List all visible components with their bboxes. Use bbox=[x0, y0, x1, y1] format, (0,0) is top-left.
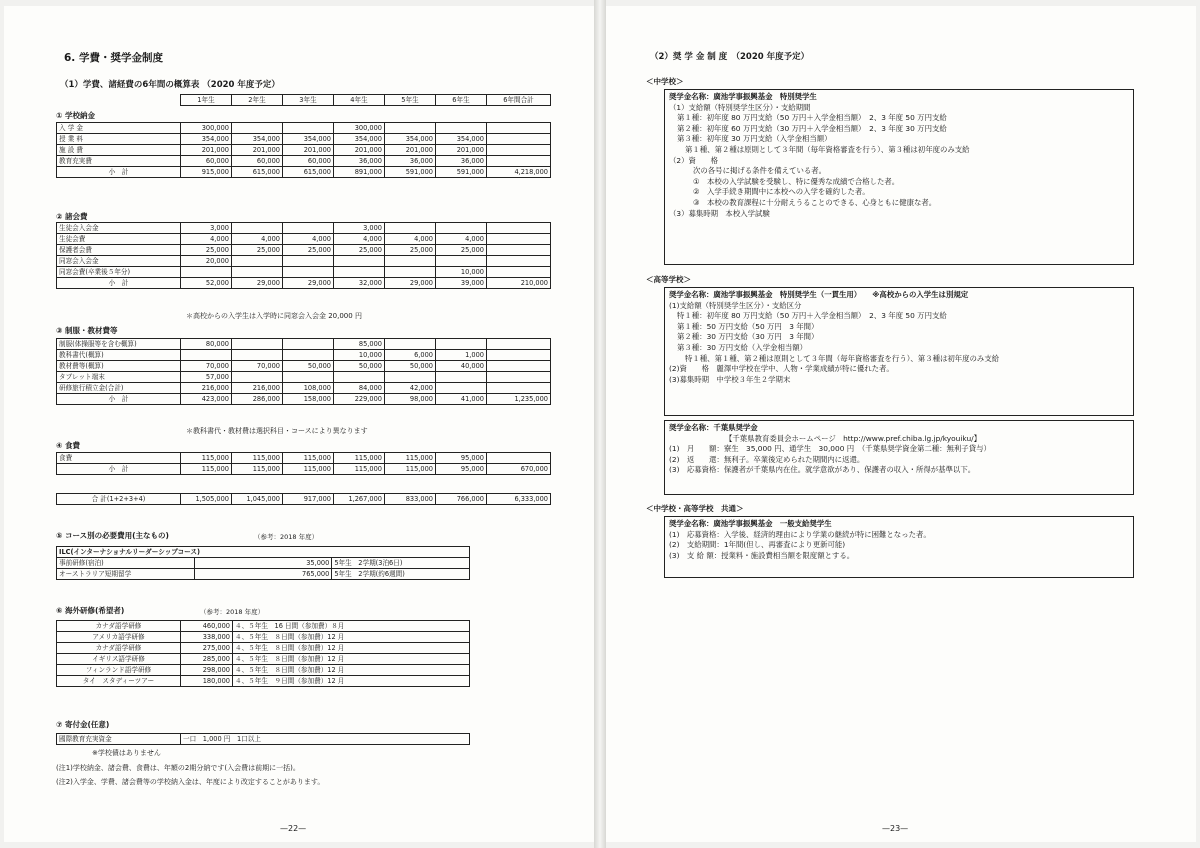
footnote-1: (注1)学校納金、諸会費、食費は、年額の2期分納です(入会費は前期に一括)。 bbox=[56, 764, 300, 772]
value-cell: 354,000 bbox=[436, 134, 487, 145]
value-cell: 300,000 bbox=[334, 123, 385, 134]
value-cell: 29,000 bbox=[232, 278, 283, 289]
page-number: —23— bbox=[882, 824, 909, 833]
total-value: 917,000 bbox=[283, 494, 334, 505]
course-amount: 765,000 bbox=[194, 569, 332, 580]
overseas-label: アメリカ語学研修 bbox=[57, 632, 181, 643]
value-cell: 158,000 bbox=[283, 394, 334, 405]
box-line: (3) 応募資格：保護者が千葉県内在住。就学意欲があり、保護者の収入・所得が基準以下。 bbox=[669, 465, 976, 475]
value-cell: 115,000 bbox=[181, 453, 232, 464]
course-amount: 35,000 bbox=[194, 558, 332, 569]
overseas-amount: 298,000 bbox=[181, 665, 233, 676]
value-cell bbox=[232, 267, 283, 278]
donation-table bbox=[56, 733, 470, 745]
value-cell: 210,000 bbox=[487, 278, 551, 289]
value-cell bbox=[487, 134, 551, 145]
box-line: 【千葉県教育委員会ホームページ http://www.pref.chiba.lg.jp/kyouiku/】 bbox=[725, 433, 982, 443]
box-line: (2) 支給期間：1年間(但し、再審査により更新可能) bbox=[669, 540, 846, 550]
box-line: (1) 応募資格：入学後、経済的理由により学業の継続が特に困難となった者。 bbox=[669, 529, 931, 539]
value-cell: 25,000 bbox=[436, 245, 487, 256]
overseas-desc: ４、５年生 ８日間（参加費）12 月 bbox=[233, 665, 470, 676]
value-cell: 115,000 bbox=[385, 453, 436, 464]
value-cell: 42,000 bbox=[385, 383, 436, 394]
value-cell: 10,000 bbox=[334, 350, 385, 361]
value-cell: 6,000 bbox=[385, 350, 436, 361]
value-cell bbox=[283, 267, 334, 278]
dues-table bbox=[56, 222, 551, 289]
value-cell bbox=[385, 123, 436, 134]
value-cell bbox=[232, 350, 283, 361]
header-row bbox=[181, 95, 551, 106]
value-cell: 354,000 bbox=[232, 134, 283, 145]
value-cell bbox=[232, 256, 283, 267]
value-cell bbox=[385, 339, 436, 350]
value-cell bbox=[436, 256, 487, 267]
box-line: (3)募集時期 中学校３年生２学期末 bbox=[669, 374, 791, 384]
box-line: 第１種：50 万円支給（50 万円 3 年間） bbox=[677, 321, 819, 331]
value-cell bbox=[385, 372, 436, 383]
value-cell: 115,000 bbox=[232, 464, 283, 475]
table-row bbox=[57, 234, 551, 245]
page-22 bbox=[4, 6, 594, 842]
table-row bbox=[57, 245, 551, 256]
box-line: ② 入学手続き期間中に本校への入学を確約した者。 bbox=[693, 187, 870, 197]
row-label: 同窓会費(卒業後５年分) bbox=[57, 267, 181, 278]
value-cell bbox=[487, 372, 551, 383]
table-row bbox=[57, 223, 551, 234]
value-cell: 4,000 bbox=[181, 234, 232, 245]
value-cell: 591,000 bbox=[436, 167, 487, 178]
page-gutter bbox=[594, 0, 606, 848]
overseas-ref: （参考：2018 年度） bbox=[200, 608, 265, 616]
value-cell: 95,000 bbox=[436, 464, 487, 475]
value-cell: 50,000 bbox=[385, 361, 436, 372]
row-label: 入 学 金 bbox=[57, 123, 181, 134]
box-line: 第３種：初年度 30 万円支給（入学金相当額） bbox=[677, 134, 832, 144]
value-cell: 115,000 bbox=[385, 464, 436, 475]
value-cell: 70,000 bbox=[181, 361, 232, 372]
overseas-row bbox=[57, 632, 470, 643]
box-line: （3）募集時期 本校入学試験 bbox=[669, 208, 770, 218]
box-line: （2）資 格 bbox=[669, 155, 719, 165]
table-row bbox=[57, 156, 551, 167]
value-cell: 50,000 bbox=[334, 361, 385, 372]
value-cell: 36,000 bbox=[436, 156, 487, 167]
row-label: タブレット端末 bbox=[57, 372, 181, 383]
table-row bbox=[57, 394, 551, 405]
year-header-table bbox=[180, 94, 551, 106]
value-cell: 216,000 bbox=[232, 383, 283, 394]
total-value: 833,000 bbox=[385, 494, 436, 505]
overseas-label: イギリス語学研修 bbox=[57, 654, 181, 665]
box-line: 第１種、第２種は原則として３年間（毎年資格審査を行う）、第３種は初年度のみ支給 bbox=[685, 144, 970, 154]
value-cell bbox=[487, 156, 551, 167]
value-cell: 670,000 bbox=[487, 464, 551, 475]
value-cell bbox=[283, 223, 334, 234]
box-line: (2)資 格 麗澤中学校在学中、人物・学業成績が特に優れた者。 bbox=[669, 364, 894, 374]
high-school-box bbox=[664, 287, 1134, 416]
row-label: 小 計 bbox=[57, 167, 181, 178]
value-cell bbox=[385, 223, 436, 234]
value-cell: 615,000 bbox=[283, 167, 334, 178]
value-cell: 115,000 bbox=[334, 453, 385, 464]
row-label: 生徒会費 bbox=[57, 234, 181, 245]
value-cell bbox=[487, 245, 551, 256]
value-cell bbox=[436, 383, 487, 394]
value-cell: 70,000 bbox=[232, 361, 283, 372]
value-cell bbox=[334, 256, 385, 267]
box-line: 特１種、第１種、第２種は原則として３年間（毎年資格審査を行う）、第３種は初年度のみ支給 bbox=[685, 353, 1000, 363]
total-label: 合 計(1+2+3+4) bbox=[57, 494, 181, 505]
value-cell: 423,000 bbox=[181, 394, 232, 405]
overseas-label: フィンランド語学研修 bbox=[57, 665, 181, 676]
value-cell bbox=[232, 123, 283, 134]
course-head: ILC(インターナショナルリーダーシップコース) bbox=[57, 547, 470, 558]
value-cell: 52,000 bbox=[181, 278, 232, 289]
overseas-amount: 275,000 bbox=[181, 643, 233, 654]
value-cell: 10,000 bbox=[436, 267, 487, 278]
value-cell bbox=[436, 123, 487, 134]
overseas-row bbox=[57, 621, 470, 632]
overseas-amount: 285,000 bbox=[181, 654, 233, 665]
cost-table-title: （1）学費、諸経費の6年間の概算表 （2020 年度予定） bbox=[60, 80, 280, 90]
value-cell bbox=[232, 339, 283, 350]
common-box bbox=[664, 516, 1134, 578]
value-cell bbox=[385, 267, 436, 278]
value-cell: 201,000 bbox=[283, 145, 334, 156]
page-number: —22— bbox=[280, 824, 307, 833]
value-cell: 41,000 bbox=[436, 394, 487, 405]
total-value: 1,045,000 bbox=[232, 494, 283, 505]
meal-table bbox=[56, 452, 551, 475]
meal-title: ④ 食費 bbox=[56, 441, 80, 450]
value-cell: 115,000 bbox=[181, 464, 232, 475]
value-cell: 1,235,000 bbox=[487, 394, 551, 405]
course-row bbox=[57, 569, 470, 580]
value-cell: 354,000 bbox=[334, 134, 385, 145]
high-school-title: ＜高等学校＞ bbox=[646, 275, 691, 284]
row-label: 小 計 bbox=[57, 278, 181, 289]
school-fees-table bbox=[56, 122, 551, 178]
table-row bbox=[57, 464, 551, 475]
box-line: 奨学金名称：廣池学事振興基金 特別奨学生（一貫生用） ※高校からの入学生は別規定 bbox=[669, 290, 969, 299]
total-value: 1,505,000 bbox=[181, 494, 232, 505]
overseas-desc: ４、５年生 ８日間（参加費）12 月 bbox=[233, 632, 470, 643]
box-line: 第３種：30 万円支給（入学金相当額） bbox=[677, 342, 808, 352]
value-cell: 29,000 bbox=[283, 278, 334, 289]
value-cell bbox=[487, 339, 551, 350]
value-cell: 354,000 bbox=[181, 134, 232, 145]
junior-high-title: ＜中学校＞ bbox=[646, 77, 684, 86]
value-cell: 108,000 bbox=[283, 383, 334, 394]
box-line: ③ 本校の教育課程に十分耐えうることのできる、心身ともに健康な者。 bbox=[693, 197, 937, 207]
value-cell: 915,000 bbox=[181, 167, 232, 178]
value-cell: 36,000 bbox=[385, 156, 436, 167]
value-cell: 201,000 bbox=[181, 145, 232, 156]
box-line: 奨学金名称：千葉県奨学金 bbox=[669, 423, 758, 432]
value-cell: 115,000 bbox=[334, 464, 385, 475]
value-cell bbox=[181, 350, 232, 361]
table-row bbox=[57, 453, 551, 464]
box-line: ① 本校の入学試験を受験し、特に優秀な成績で合格した者。 bbox=[693, 176, 900, 186]
value-cell: 201,000 bbox=[334, 145, 385, 156]
value-cell: 201,000 bbox=[385, 145, 436, 156]
overseas-label: タイ スタディーツアー bbox=[57, 676, 181, 687]
box-line: 奨学金名称：廣池学事振興基金 特別奨学生 bbox=[669, 92, 817, 101]
value-cell bbox=[487, 267, 551, 278]
value-cell: 3,000 bbox=[181, 223, 232, 234]
dues-note: ＊高校からの入学生は入学時に同窓会入会金 20,000 円 bbox=[186, 312, 362, 320]
value-cell bbox=[487, 223, 551, 234]
value-cell: 615,000 bbox=[232, 167, 283, 178]
scholarship-title: （2）奨 学 金 制 度 （2020 年度予定） bbox=[650, 52, 810, 62]
value-cell: 300,000 bbox=[181, 123, 232, 134]
box-line: (1)支給額（特別奨学生区分）・支給区分 bbox=[669, 300, 802, 310]
school-fees-title: ① 学校納金 bbox=[56, 111, 95, 120]
value-cell bbox=[487, 350, 551, 361]
total-row bbox=[57, 494, 551, 505]
box-line: 第２種：30 万円支給（30 万円 3 年間） bbox=[677, 332, 819, 342]
header-cell: 5年生 bbox=[385, 95, 436, 106]
value-cell bbox=[487, 145, 551, 156]
row-label: 教育充実費 bbox=[57, 156, 181, 167]
table-row bbox=[57, 372, 551, 383]
value-cell: 25,000 bbox=[385, 245, 436, 256]
value-cell: 354,000 bbox=[283, 134, 334, 145]
header-cell: 3年生 bbox=[283, 95, 334, 106]
row-label: 研修旅行積立金(合計) bbox=[57, 383, 181, 394]
header-cell: 2年生 bbox=[232, 95, 283, 106]
header-cell: 1年生 bbox=[181, 95, 232, 106]
value-cell: 115,000 bbox=[283, 464, 334, 475]
overseas-amount: 180,000 bbox=[181, 676, 233, 687]
box-line: 第２種：初年度 60 万円支給（30 万円＋入学金相当額） 2、3 年度 30 万円支給 bbox=[677, 123, 947, 133]
value-cell: 84,000 bbox=[334, 383, 385, 394]
course-desc: 5年生 2学期(3泊6日) bbox=[332, 558, 470, 569]
value-cell: 201,000 bbox=[232, 145, 283, 156]
overseas-row bbox=[57, 654, 470, 665]
row-label: 生徒会入会金 bbox=[57, 223, 181, 234]
table-row bbox=[57, 339, 551, 350]
table-row bbox=[57, 145, 551, 156]
value-cell bbox=[334, 372, 385, 383]
value-cell: 201,000 bbox=[436, 145, 487, 156]
bond-note: ※学校債はありません bbox=[92, 749, 161, 757]
total-value: 6,333,000 bbox=[487, 494, 551, 505]
table-row bbox=[57, 350, 551, 361]
value-cell: 95,000 bbox=[436, 453, 487, 464]
overseas-label: カナダ語学研修 bbox=[57, 643, 181, 654]
junior-high-box bbox=[664, 89, 1134, 265]
value-cell bbox=[487, 361, 551, 372]
row-label: 小 計 bbox=[57, 464, 181, 475]
value-cell: 25,000 bbox=[334, 245, 385, 256]
value-cell bbox=[181, 267, 232, 278]
box-line: 特１種：初年度 80 万円支給（50 万円＋入学金相当額） 2、3 年度 50 万円支給 bbox=[677, 311, 947, 321]
value-cell bbox=[487, 256, 551, 267]
value-cell: 3,000 bbox=[334, 223, 385, 234]
value-cell bbox=[283, 350, 334, 361]
table-row bbox=[57, 134, 551, 145]
value-cell bbox=[334, 267, 385, 278]
value-cell: 80,000 bbox=[181, 339, 232, 350]
value-cell bbox=[283, 372, 334, 383]
value-cell bbox=[487, 234, 551, 245]
box-line: 次の各号に掲げる条件を備えている者。 bbox=[693, 166, 827, 176]
value-cell bbox=[436, 223, 487, 234]
table-row bbox=[57, 267, 551, 278]
value-cell bbox=[385, 256, 436, 267]
chiba-scholarship-box bbox=[664, 420, 1134, 495]
value-cell: 60,000 bbox=[283, 156, 334, 167]
value-cell: 229,000 bbox=[334, 394, 385, 405]
box-line: (2) 返 還：無利子。卒業後定められた期間内に返還。 bbox=[669, 454, 865, 464]
page-23 bbox=[606, 6, 1196, 842]
value-cell: 29,000 bbox=[385, 278, 436, 289]
value-cell: 591,000 bbox=[385, 167, 436, 178]
table-row bbox=[57, 383, 551, 394]
donation-label: 國際教育充実資金 bbox=[57, 734, 181, 745]
value-cell: 354,000 bbox=[385, 134, 436, 145]
value-cell: 4,000 bbox=[436, 234, 487, 245]
value-cell: 4,000 bbox=[283, 234, 334, 245]
total-value: 766,000 bbox=[436, 494, 487, 505]
value-cell bbox=[436, 372, 487, 383]
course-desc: 5年生 2学期(約6週間) bbox=[332, 569, 470, 580]
row-label: 保護者会費 bbox=[57, 245, 181, 256]
box-line: 第１種：初年度 80 万円支給（50 万円＋入学金相当額） 2、3 年度 50 万円支給 bbox=[677, 113, 947, 123]
value-cell: 216,000 bbox=[181, 383, 232, 394]
overseas-desc: ４、５年生 ８日間（参加費）12 月 bbox=[233, 654, 470, 665]
overseas-amount: 460,000 bbox=[181, 621, 233, 632]
overseas-desc: ４、５年生 ９日間（参加費）12 月 bbox=[233, 676, 470, 687]
value-cell bbox=[436, 339, 487, 350]
course-costs-table bbox=[56, 546, 470, 580]
value-cell: 20,000 bbox=[181, 256, 232, 267]
value-cell: 50,000 bbox=[283, 361, 334, 372]
value-cell: 286,000 bbox=[232, 394, 283, 405]
common-title: ＜中学校・高等学校 共通＞ bbox=[646, 504, 744, 513]
value-cell: 4,000 bbox=[232, 234, 283, 245]
header-cell: 4年生 bbox=[334, 95, 385, 106]
value-cell: 39,000 bbox=[436, 278, 487, 289]
value-cell: 32,000 bbox=[334, 278, 385, 289]
box-line: (3) 支 給 額：授業料・施設費相当額を限度額とする。 bbox=[669, 550, 855, 560]
value-cell bbox=[283, 339, 334, 350]
value-cell: 57,000 bbox=[181, 372, 232, 383]
row-label: 小 計 bbox=[57, 394, 181, 405]
row-label: 教材費等(概算) bbox=[57, 361, 181, 372]
table-row bbox=[57, 167, 551, 178]
value-cell bbox=[232, 223, 283, 234]
uniform-title: ③ 制服・教材費等 bbox=[56, 326, 118, 335]
row-label: 食費 bbox=[57, 453, 181, 464]
uniform-table bbox=[56, 338, 551, 405]
value-cell: 4,000 bbox=[334, 234, 385, 245]
value-cell: 98,000 bbox=[385, 394, 436, 405]
value-cell: 85,000 bbox=[334, 339, 385, 350]
value-cell bbox=[487, 453, 551, 464]
total-value: 1,267,000 bbox=[334, 494, 385, 505]
value-cell: 25,000 bbox=[283, 245, 334, 256]
overseas-row bbox=[57, 665, 470, 676]
value-cell: 891,000 bbox=[334, 167, 385, 178]
value-cell bbox=[487, 383, 551, 394]
header-cell: 6年間合計 bbox=[487, 95, 551, 106]
box-line: (1) 月 額：寮生 35,000 円、通学生 30,000 円 （千葉県奨学資金第二種：無利子貸与） bbox=[669, 444, 991, 454]
uniform-note: ＊教科書代・教材費は選択科目・コースにより異なります bbox=[186, 427, 368, 435]
value-cell bbox=[487, 123, 551, 134]
overseas-desc: ４、５年生 ８日間（参加費）12 月 bbox=[233, 643, 470, 654]
value-cell: 4,000 bbox=[385, 234, 436, 245]
header-cell: 6年生 bbox=[436, 95, 487, 106]
row-label: 施 設 費 bbox=[57, 145, 181, 156]
value-cell bbox=[283, 256, 334, 267]
course-costs-title: ⑤ コース別の必要費用(主なもの) bbox=[56, 531, 169, 540]
box-line: 奨学金名称：廣池学事振興基金 一般支給奨学生 bbox=[669, 519, 832, 528]
table-row bbox=[57, 123, 551, 134]
overseas-table bbox=[56, 620, 470, 687]
dues-title: ② 諸会費 bbox=[56, 212, 88, 221]
table-row bbox=[57, 278, 551, 289]
course-row bbox=[57, 558, 470, 569]
course-head-row bbox=[57, 547, 470, 558]
value-cell: 115,000 bbox=[283, 453, 334, 464]
value-cell: 25,000 bbox=[181, 245, 232, 256]
box-line: （1）支給額（特別奨学生区分）・支給期間 bbox=[669, 102, 811, 112]
value-cell bbox=[283, 123, 334, 134]
row-label: 制服(体操服等を含む概算) bbox=[57, 339, 181, 350]
section-title: 6. 学費・奨学金制度 bbox=[64, 52, 163, 64]
course-label: 事前研修(宿泊) bbox=[57, 558, 195, 569]
donation-desc: 一口 1,000 円 1口以上 bbox=[181, 734, 470, 745]
row-label: 教科書代(概算) bbox=[57, 350, 181, 361]
value-cell: 40,000 bbox=[436, 361, 487, 372]
overseas-amount: 338,000 bbox=[181, 632, 233, 643]
value-cell: 115,000 bbox=[232, 453, 283, 464]
table-row bbox=[57, 256, 551, 267]
value-cell bbox=[232, 372, 283, 383]
total-table bbox=[56, 493, 551, 505]
course-label: オーストラリア短期留学 bbox=[57, 569, 195, 580]
course-costs-ref: （参考：2018 年度） bbox=[254, 533, 319, 541]
value-cell: 60,000 bbox=[232, 156, 283, 167]
value-cell: 1,000 bbox=[436, 350, 487, 361]
row-label: 同窓会入会金 bbox=[57, 256, 181, 267]
table-row bbox=[57, 361, 551, 372]
overseas-label: カナダ語学研修 bbox=[57, 621, 181, 632]
value-cell: 36,000 bbox=[334, 156, 385, 167]
footnote-2: (注2)入学金、学費、諸会費等の学校納入金は、年度により改定することがあります。 bbox=[56, 778, 325, 786]
overseas-row bbox=[57, 676, 470, 687]
value-cell: 4,218,000 bbox=[487, 167, 551, 178]
overseas-title: ⑥ 海外研修(希望者) bbox=[56, 606, 125, 615]
overseas-row bbox=[57, 643, 470, 654]
value-cell: 25,000 bbox=[232, 245, 283, 256]
value-cell: 60,000 bbox=[181, 156, 232, 167]
donation-title: ⑦ 寄付金(任意) bbox=[56, 720, 110, 729]
row-label: 授 業 料 bbox=[57, 134, 181, 145]
overseas-desc: ４、５年生 16 日間（参加費）８月 bbox=[233, 621, 470, 632]
